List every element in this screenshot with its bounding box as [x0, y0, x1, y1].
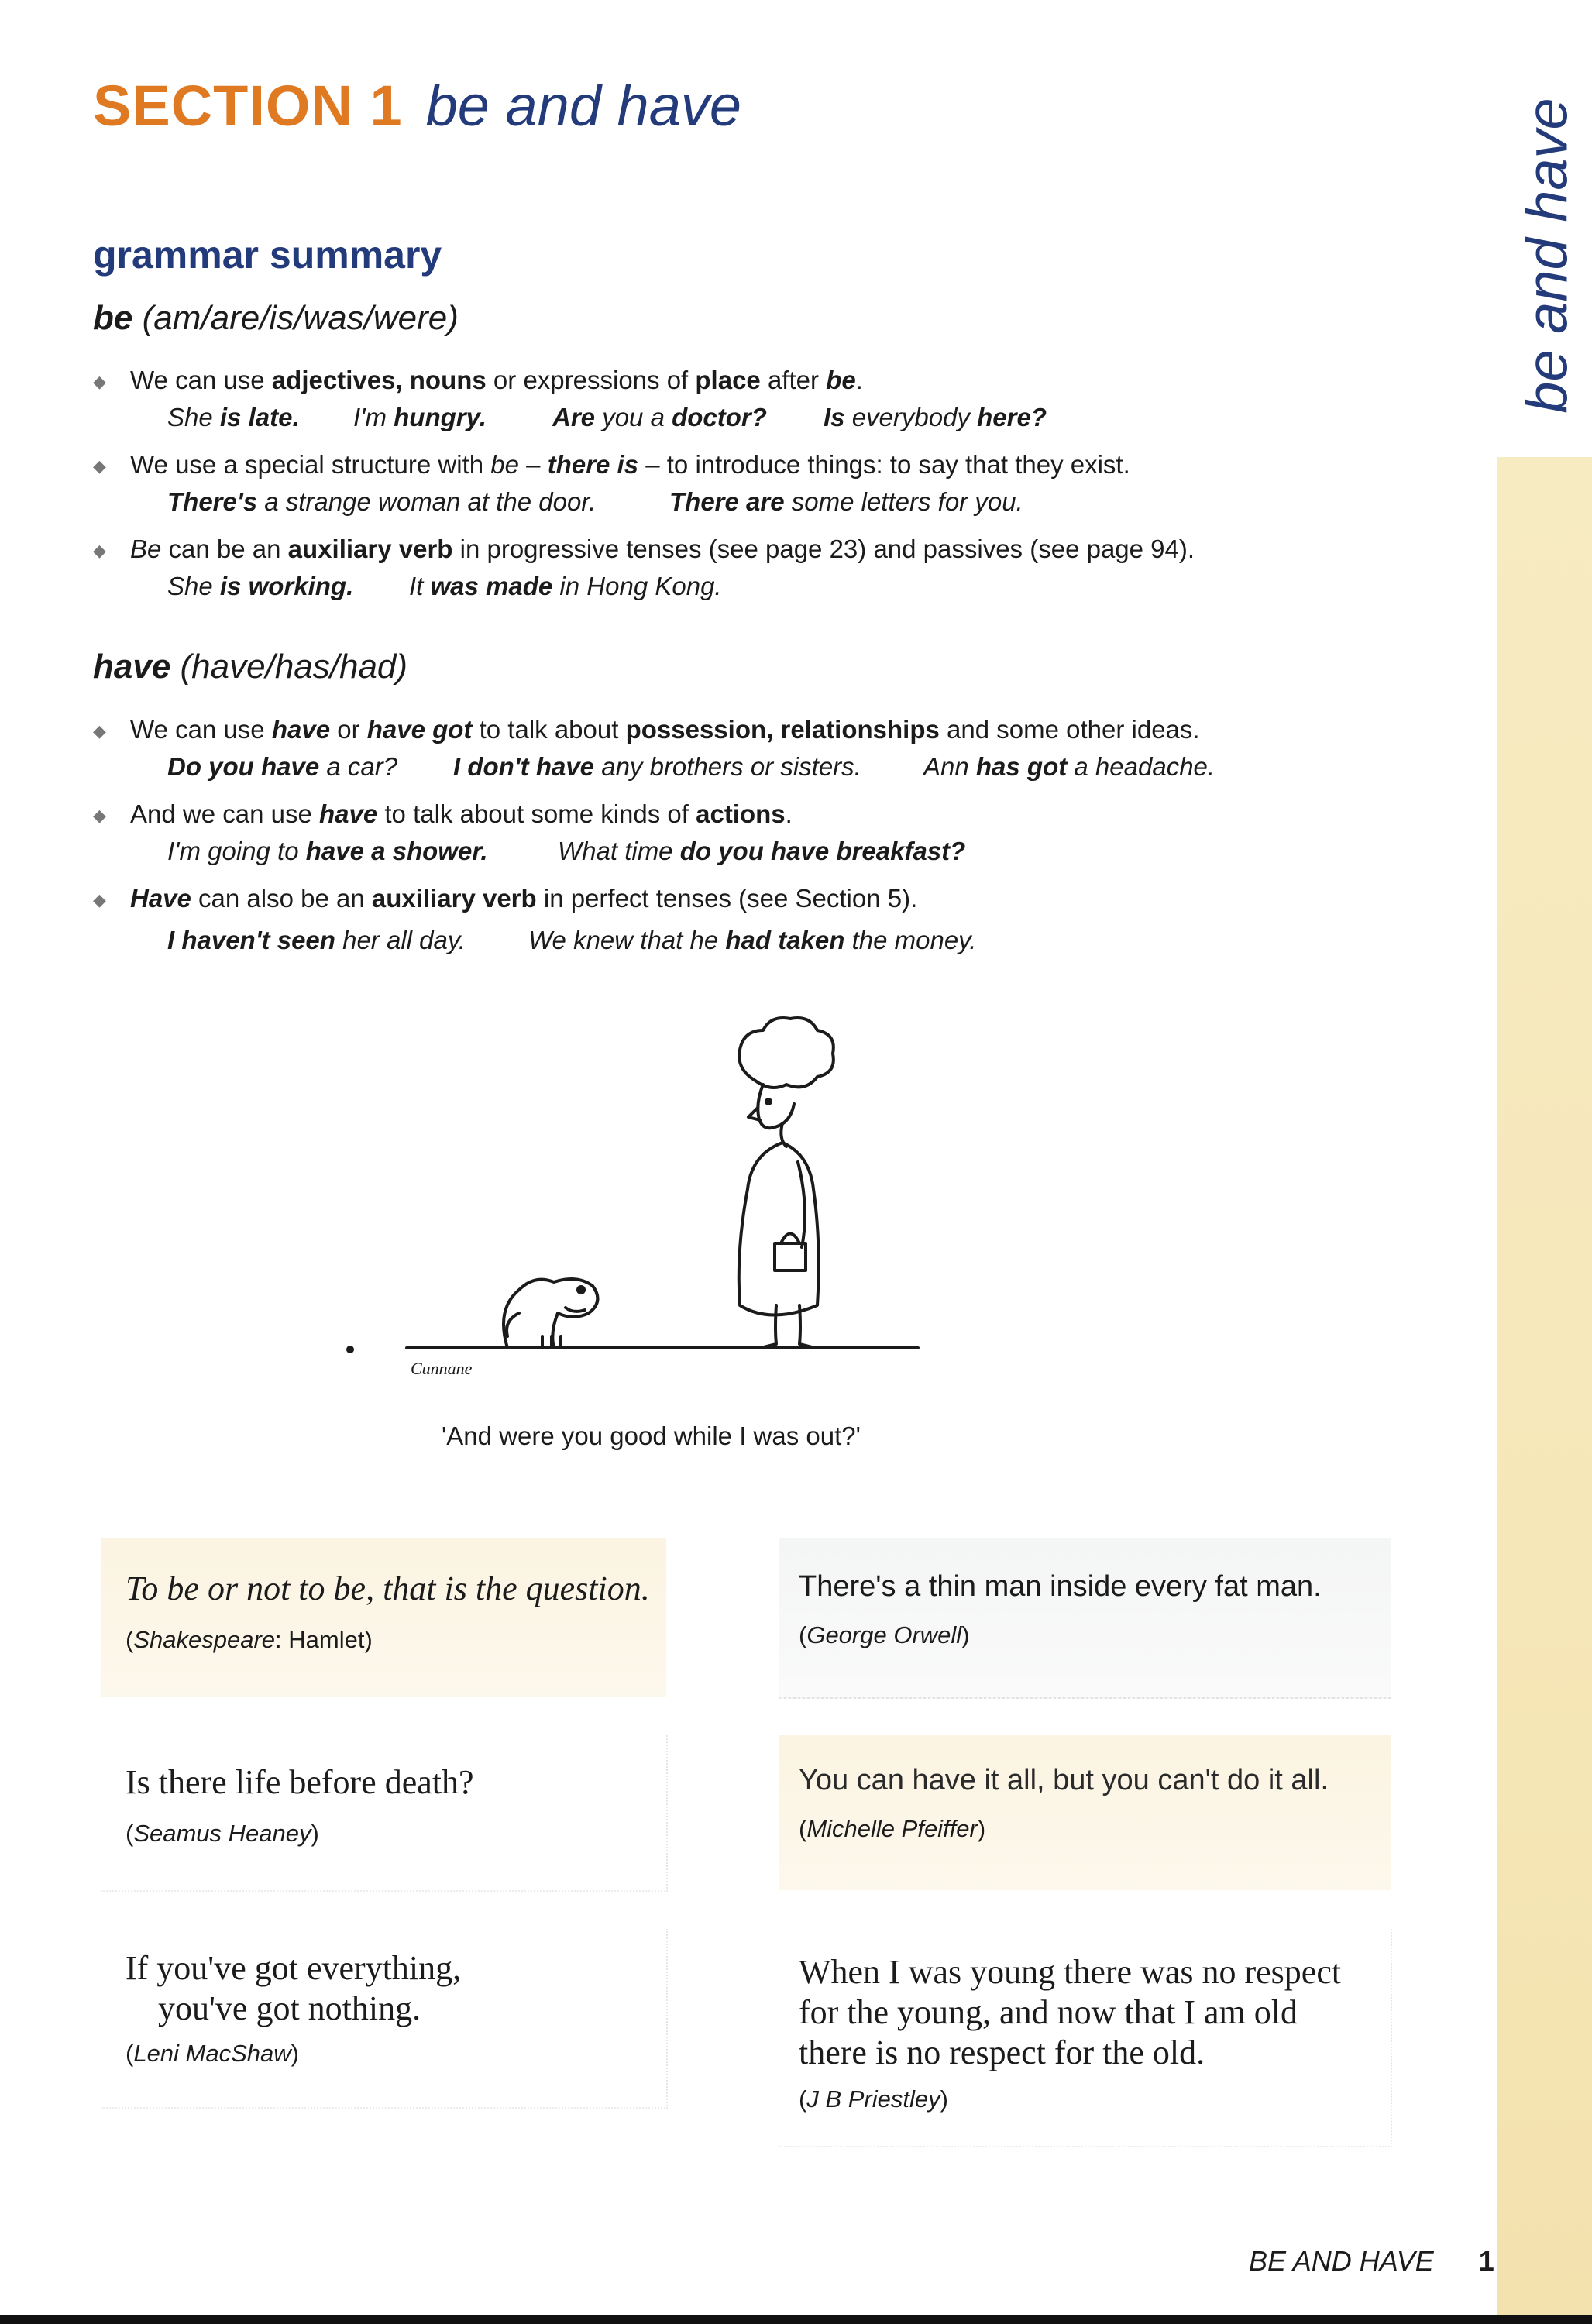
page-footer	[1249, 2245, 1494, 2278]
quote-source: (George Orwell)	[799, 1621, 970, 1648]
page-number: 1	[1478, 2245, 1494, 2277]
quote-source: (J B Priestley)	[799, 2085, 948, 2113]
quote-source: (Michelle Pfeiffer)	[799, 1815, 986, 1842]
side-color-strip	[1497, 457, 1592, 2324]
have-example-2a: I'm going to have a shower.	[167, 837, 488, 865]
have-point-2: ◆ And we can use have to talk about some kinds of actions.	[93, 799, 793, 831]
have-example-3a: I haven't seen her all day.	[167, 926, 466, 954]
quote-box-3	[101, 1735, 668, 1892]
have-example-1b: I don't have any brothers or sisters.	[453, 752, 861, 781]
quote-source: (Shakespeare: Hamlet)	[126, 1626, 373, 1653]
quote-text: To be or not to be, that is the question.	[126, 1569, 650, 1607]
cartoon-signature: Cunnane	[411, 1359, 473, 1378]
bullet-icon: ◆	[93, 806, 106, 825]
be-example-2b: There are some letters for you.	[669, 487, 1023, 516]
cartoon-caption: 'And were you good while I was out?'	[442, 1422, 861, 1450]
side-tab-label: be and have	[1515, 98, 1580, 414]
have-example-2b: What time do you have breakfast?	[558, 837, 966, 865]
be-point-2: ◆ We use a special structure with be – there is – to introduce things: to say that they exist.	[93, 449, 1130, 482]
quote-box-1	[101, 1538, 666, 1697]
grammar-summary-title: grammar summary	[93, 233, 442, 277]
be-example-1a: She is late.	[167, 403, 300, 431]
have-heading: have (have/has/had)	[93, 648, 408, 686]
be-example-1c: Are you a doctor?	[552, 403, 767, 431]
be-example-3a: She is working.	[167, 572, 354, 600]
have-point-1: ◆ We can use have or have got to talk about possession, relationships and some other ideas.	[93, 714, 1200, 747]
section-name: be and have	[425, 74, 742, 138]
bullet-icon: ◆	[93, 372, 106, 391]
cartoon-illustration	[325, 1007, 945, 1394]
be-example-1b: I'm hungry.	[353, 403, 487, 431]
quote-text: When I was young there was no respect for the young, and now that I am old there is no respect for the old.	[799, 1953, 1342, 2071]
woman-coat	[739, 1143, 819, 1315]
have-point-3: ◆ Have can also be an auxiliary verb in perfect tenses (see Section 5).	[93, 883, 917, 916]
have-example-3b: We knew that he had taken the money.	[528, 926, 977, 954]
be-example-2a: There's a strange woman at the door.	[167, 487, 597, 516]
footer-title: BE AND HAVE	[1249, 2245, 1434, 2277]
quote-text: If you've got everything, you've got nothing.	[126, 1949, 462, 2027]
bullet-icon: ◆	[93, 721, 106, 741]
quote-box-2	[779, 1538, 1391, 1699]
be-point-1: ◆ We can use adjectives, nouns or expressions of place after be.	[93, 365, 863, 397]
be-heading: be (am/are/is/was/were)	[93, 299, 459, 337]
quote-source: (Seamus Heaney)	[126, 1820, 319, 1847]
bullet-icon: ◆	[93, 541, 106, 560]
section-label: SECTION 1	[93, 74, 403, 138]
have-example-1a: Do you have a car?	[167, 752, 398, 781]
be-example-3b: It was made in Hong Kong.	[409, 572, 722, 600]
be-point-3: ◆ Be can be an auxiliary verb in progressive tenses (see page 23) and passives (see page 94).	[93, 534, 1195, 566]
quote-text: There's a thin man inside every fat man.	[799, 1570, 1322, 1603]
be-example-1d: Is everybody here?	[824, 403, 1047, 431]
quote-text: Is there life before death?	[126, 1763, 474, 1801]
quote-box-6	[779, 1929, 1392, 2147]
side-tab	[1517, 77, 1579, 434]
quote-box-5	[101, 1929, 668, 2109]
section-title	[93, 74, 742, 138]
quote-box-4	[779, 1735, 1391, 1890]
bullet-icon: ◆	[93, 890, 106, 909]
have-example-1c: Ann has got a headache.	[923, 752, 1215, 781]
page-bottom-edge	[0, 2315, 1592, 2324]
woman-hair	[739, 1018, 834, 1088]
quote-text: You can have it all, but you can't do it all.	[799, 1764, 1329, 1796]
quote-source: (Leni MacShaw)	[126, 2040, 299, 2067]
bullet-icon: ◆	[93, 456, 106, 476]
